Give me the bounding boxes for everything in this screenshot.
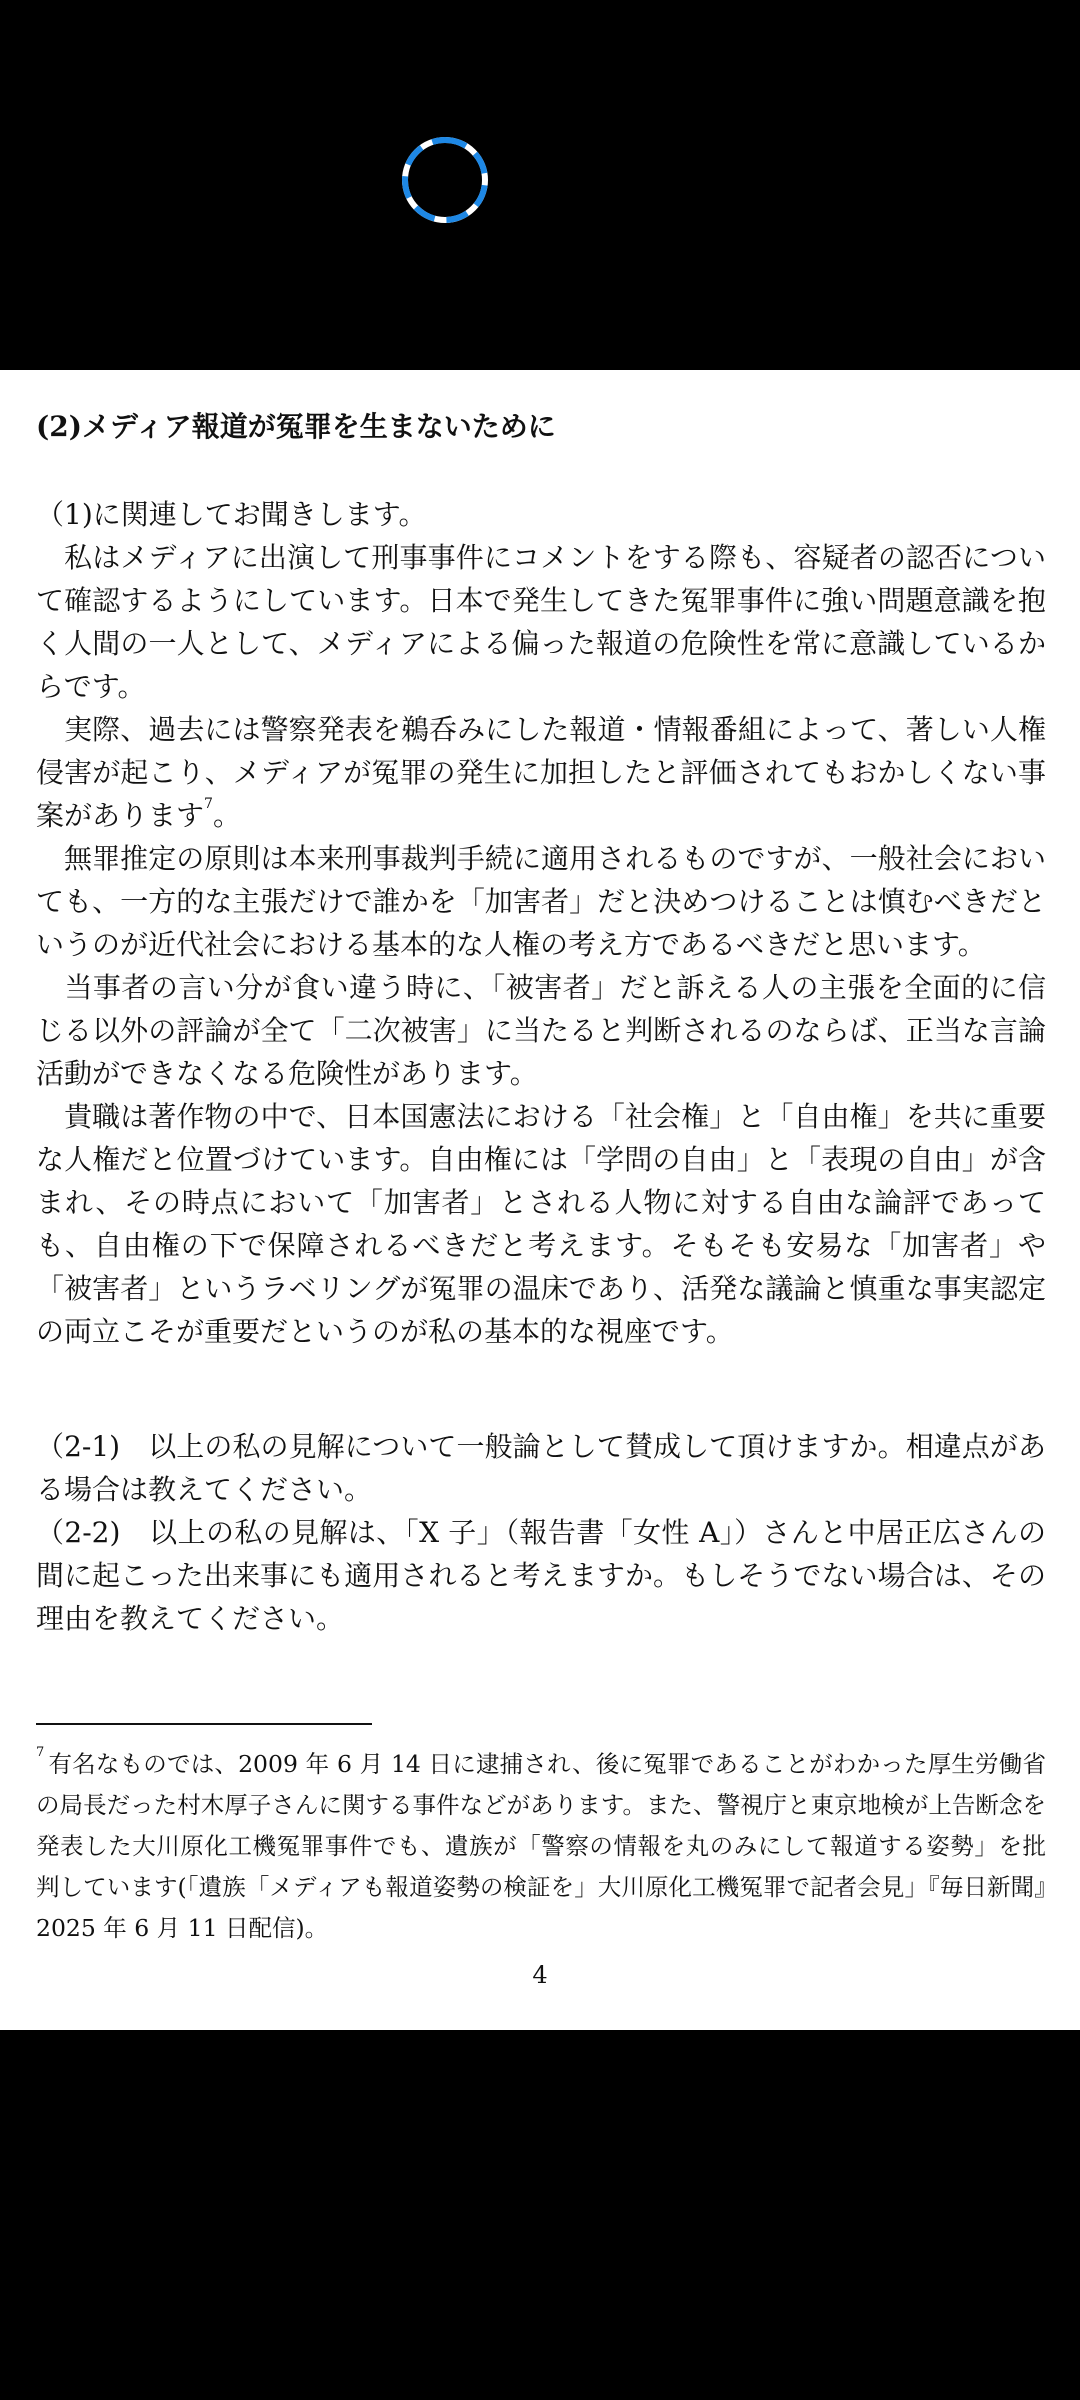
footnote: [36, 1744, 1046, 1949]
paragraph-text: 実際、過去には警察発表を鵜呑みにした報道・情報番組によって、著しい人権侵害が起こり、メディアが冤罪の発生に加担したと評価されてもおかしくない事案があります: [36, 713, 1046, 832]
question-2-2: （2-2) 以上の私の見解は、「X 子」（報告書「女性 A」）さんと中居正広さんの間に起こった出来事にも適用されると考えますか。もしそうでない場合は、その理由を教えてください。: [36, 1516, 1046, 1635]
paragraph: 私はメディアに出演して刑事事件にコメントをする際も、容疑者の認否について確認するようにしています。日本で発生してきた冤罪事件に強い問題意識を抱く人間の一人として、メディアによる偏った報道の危険性を常に意識しているからです。: [36, 541, 1046, 703]
footnote-text: 有名なものでは、2009 年 6 月 14 日に逮捕され、後に冤罪であることがわかった厚生労働省の局長だった村木厚子さんに関する事件などがあります。また、警視庁と東京地検が上告断念を発表した大川原化工機冤罪事件でも、遺族が「警察の情報を丸のみにして報道する姿勢」を批判しています(「遺族「メディアも報道姿勢の検証を」大川原化工機冤罪で記者会見」『毎日新聞』2025 年 6 月 11 日配信)。: [36, 1750, 1046, 1942]
document-page: [0, 370, 1080, 2030]
questions: [36, 1425, 1046, 1640]
paragraph: 貴職は著作物の中で、日本国憲法における「社会権」と「自由権」を共に重要な人権だと位置づけています。自由権には「学問の自由」と「表現の自由」が含まれ、その時点において「加害者」とされる人物に対する自由な論評であっても、自由権の下で保障されるべきだと考えます。そもそも安易な「加害者」や「被害者」というラベリングが冤罪の温床であり、活発な議論と慎重な事実認定の両立こそが重要だというのが私の基本的な視座です。: [36, 1100, 1046, 1348]
paragraph: [36, 708, 1046, 837]
section-heading: (2)メディア報道が冤罪を生まないために: [36, 410, 556, 443]
body-text: [36, 493, 1046, 1353]
paragraph-suffix: 。: [212, 799, 241, 832]
paragraph: （1)に関連してお聞きします。: [36, 498, 427, 531]
footnote-mark: 7: [36, 1745, 45, 1760]
paragraph: 当事者の言い分が食い違う時に、「被害者」だと訴える人の主張を全面的に信じる以外の評論が全て「二次被害」に当たると判断されるのならば、正当な言論活動ができなくなる危険性があります。: [36, 971, 1046, 1090]
footnote-reference[interactable]: 7: [204, 796, 213, 812]
question-2-1: （2-1) 以上の私の見解について一般論として賛成して頂けますか。相違点がある場合は教えてください。: [36, 1430, 1046, 1506]
page-number: 4: [532, 1961, 548, 1989]
footnote-divider: [36, 1723, 372, 1725]
paragraph: 無罪推定の原則は本来刑事裁判手続に適用されるものですが、一般社会においても、一方的な主張だけで誰かを「加害者」だと決めつけることは慎むべきだというのが近代社会における基本的な人権の考え方であるべきだと思います。: [36, 842, 1046, 961]
loading-spinner-icon: [402, 137, 488, 223]
